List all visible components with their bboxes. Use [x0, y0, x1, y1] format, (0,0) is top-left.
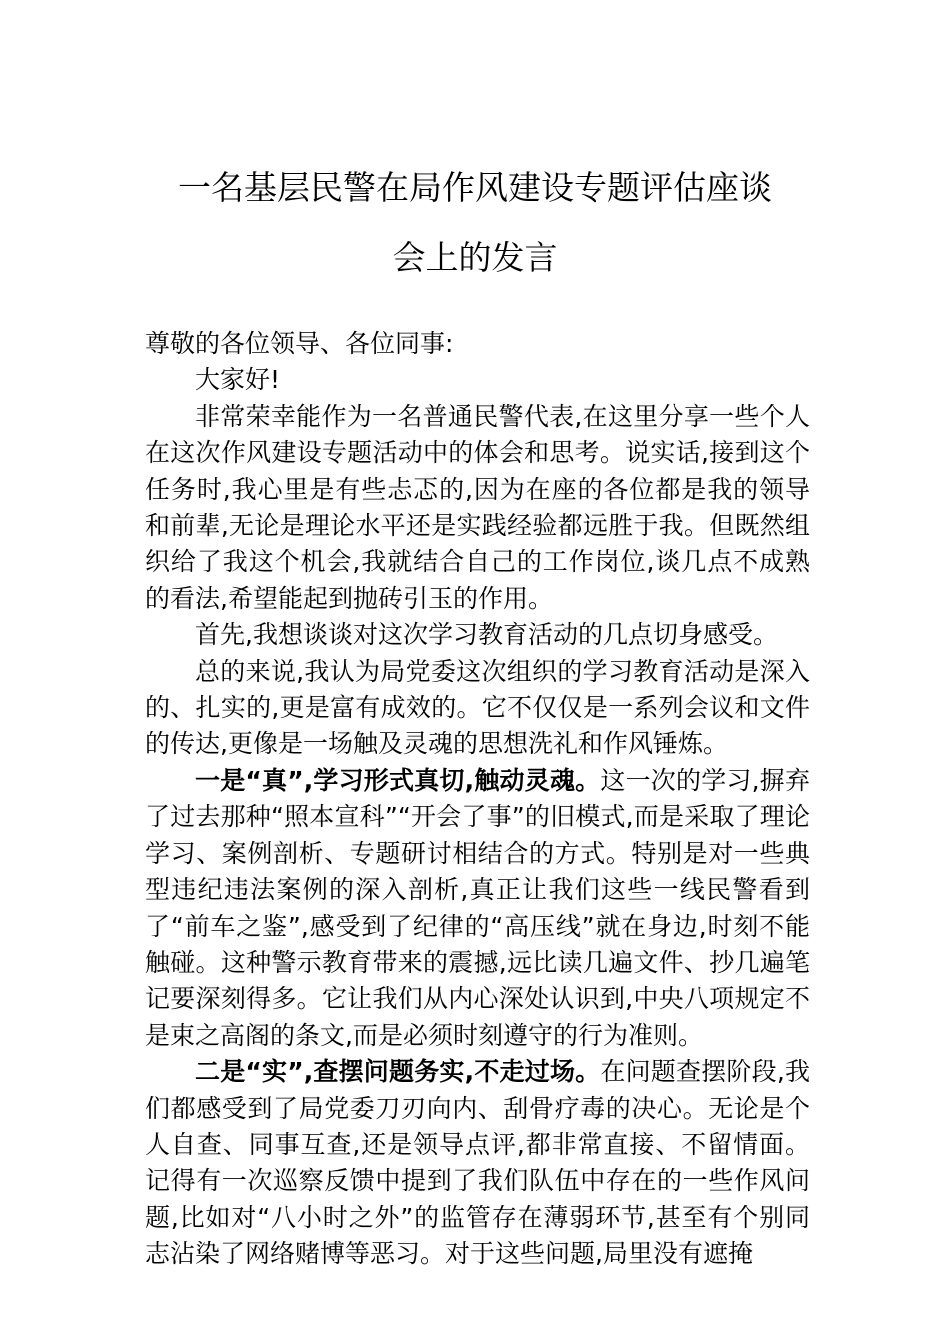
point-one-heading: 一是“真”,学习形式真切,触动灵魂。 — [195, 765, 601, 795]
paragraph-point-one — [145, 763, 810, 1054]
paragraph-overall: 总的来说,我认为局党委这次组织的学习教育活动是深入的、扎实的,更是富有成效的。它不仅仅是一系列会议和文件的传达,更像是一场触及灵魂的思想洗礼和作风锤炼。 — [145, 656, 810, 759]
greeting: 大家好! — [195, 365, 281, 395]
paragraph-first: 首先,我想谈谈对这次学习教育活动的几点切身感受。 — [195, 620, 778, 650]
point-two-body: 在问题查摆阶段,我们都感受到了局党委刀刃向内、刮骨疗毒的决心。无论是个人自查、同事互查,还是领导点评,都非常直接、不留情面。记得有一次巡察反馈中提到了我们队伍中存在的一些作风问题,比如对“八小时之外”的监管存在薄弱环节,甚至有个别同志沾染了网络赌博等恶习。对于这些问题,局里没有遮掩 — [145, 1057, 810, 1269]
document-title-line-1: 一名基层民警在局作风建设专题评估座谈 — [178, 168, 772, 207]
salutation: 尊敬的各位领导、各位同事: — [145, 329, 454, 358]
document-body — [145, 326, 810, 1273]
paragraph-point-two — [145, 1054, 810, 1272]
paragraph-intro: 非常荣幸能作为一名普通民警代表,在这里分享一些个人在这次作风建设专题活动中的体会和思考。说实话,接到这个任务时,我心里是有些忐忑的,因为在座的各位都是我的领导和前辈,无论是理论水平还是实践经验都远胜于我。但既然组织给了我这个机会,我就结合自己的工作岗位,谈几点不成熟的看法,希望能起到抛砖引玉的作用。 — [145, 401, 810, 613]
point-two-heading: 二是“实”,查摆问题务实,不走过场。 — [195, 1057, 601, 1087]
point-one-body: 这一次的学习,摒弃了过去那种“照本宣科”“开会了事”的旧模式,而是采取了理论学习、案例剖析、专题研讨相结合的方式。特别是对一些典型违纪违法案例的深入剖析,真正让我们这些一线民警看到了“前车之鉴”,感受到了纪律的“高压线”就在身边,时刻不能触碰。这种警示教育带来的震撼,远比读几遍文件、抄几遍笔记要深刻得多。它让我们从内心深处认识到,中央八项规定不是束之高阁的条文,而是必须时刻遵守的行为准则。 — [145, 765, 810, 1050]
document-title-line-2: 会上的发言 — [392, 238, 558, 277]
